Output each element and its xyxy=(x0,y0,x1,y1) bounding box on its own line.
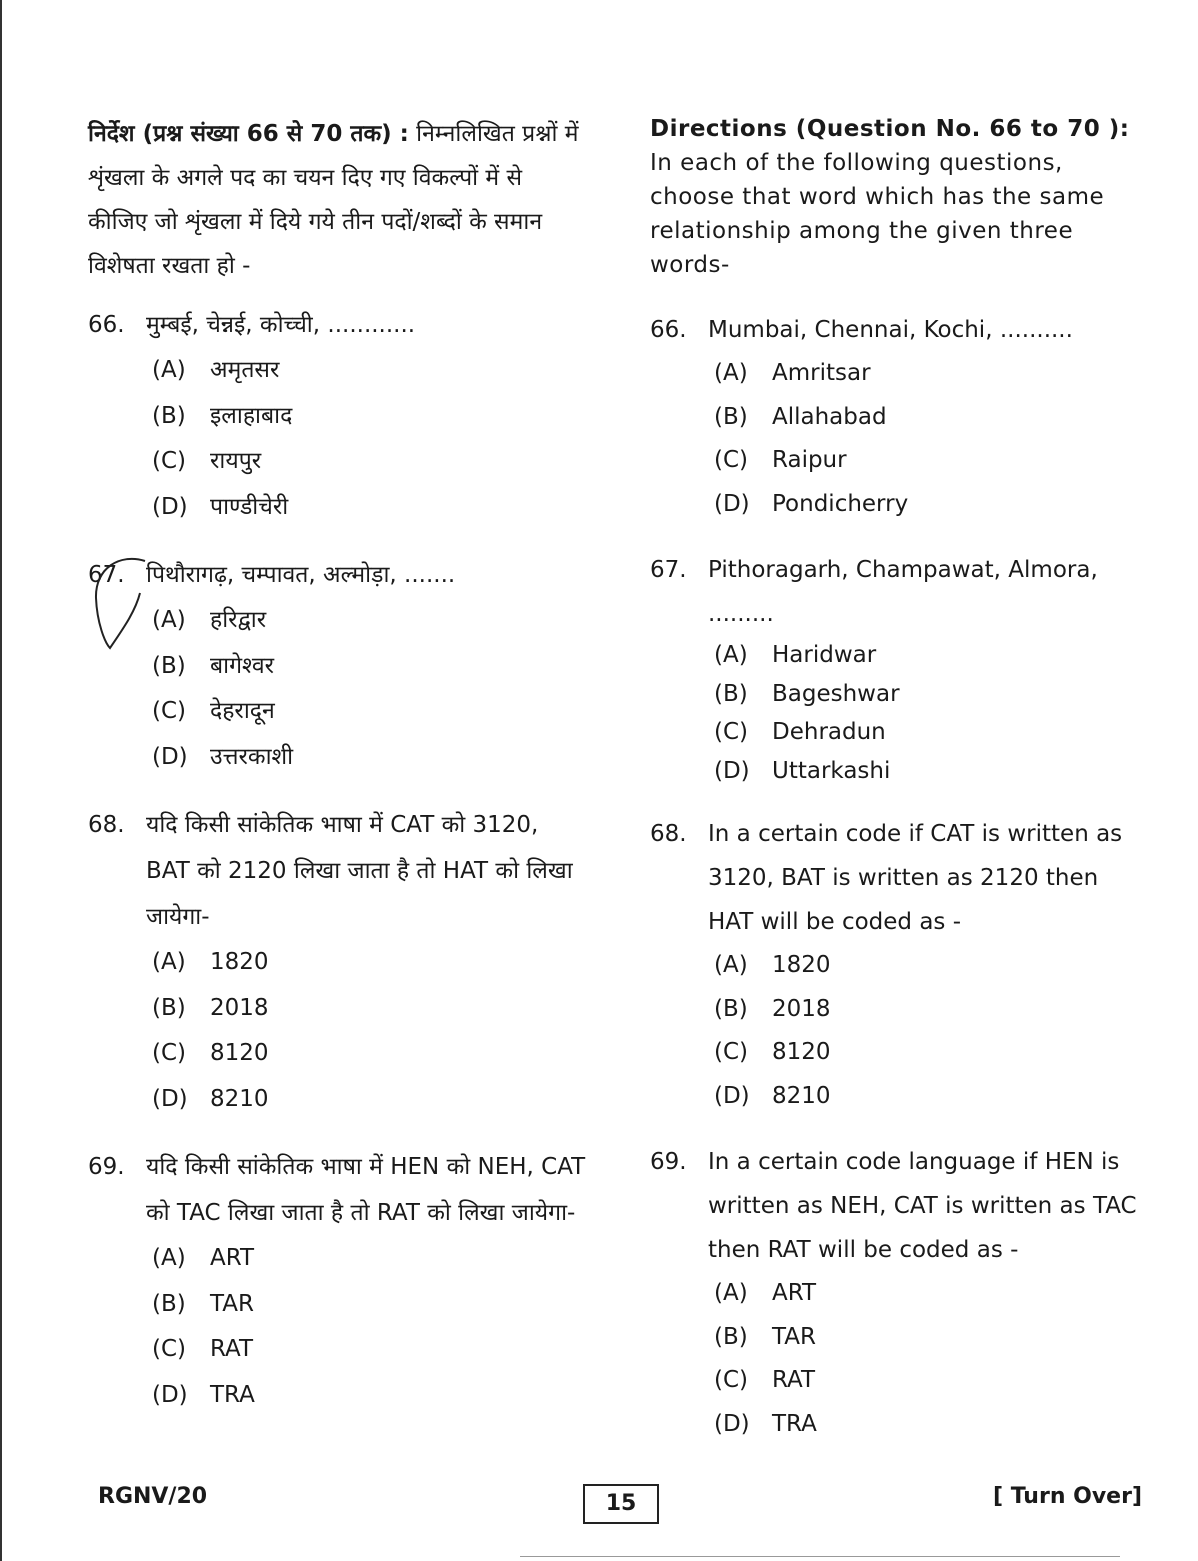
option-a xyxy=(714,1272,1140,1316)
option-text: TRA xyxy=(772,1410,817,1437)
option-a xyxy=(152,940,588,986)
option-label: (D) xyxy=(152,1381,188,1408)
option-label: (C) xyxy=(714,1367,749,1393)
option-d xyxy=(152,485,588,531)
option-label: (A) xyxy=(714,952,748,978)
option-label: (A) xyxy=(152,949,186,975)
option-c xyxy=(714,713,1140,752)
question-number: 66. xyxy=(88,312,125,338)
option-label: (B) xyxy=(714,403,748,430)
option-c xyxy=(714,1031,1140,1075)
option-label: (C) xyxy=(714,447,749,473)
handwritten-circle-mark-icon xyxy=(90,553,160,653)
option-text: ART xyxy=(772,1280,817,1306)
question-number: 68. xyxy=(88,812,125,838)
option-label: (B) xyxy=(714,680,748,707)
option-label: (B) xyxy=(152,994,186,1021)
option-text: देहरादून xyxy=(210,698,275,724)
question-number: 68. xyxy=(650,821,687,847)
option-d xyxy=(152,735,588,781)
question-text: Mumbai, Chennai, Kochi, .......... xyxy=(708,317,1073,343)
option-label: (D) xyxy=(152,743,188,770)
option-text: RAT xyxy=(210,1336,254,1362)
option-c xyxy=(152,439,588,485)
hindi-column xyxy=(88,112,588,1440)
option-label: (C) xyxy=(714,1039,749,1065)
option-c xyxy=(152,1031,588,1077)
option-d xyxy=(714,752,1140,791)
option-text: 8120 xyxy=(772,1039,831,1065)
question-text: यदि किसी सांकेतिक भाषा में CAT को 3120, BAT को 2120 लिखा जाता है तो HAT को लिखा जायेगा- xyxy=(146,812,573,930)
question-number: 66. xyxy=(650,317,687,343)
option-text: 2018 xyxy=(772,995,831,1022)
option-b xyxy=(152,1282,588,1328)
option-text: Bageshwar xyxy=(772,680,900,707)
option-label: (D) xyxy=(714,1082,750,1109)
page-number: 15 xyxy=(583,1484,659,1524)
hindi-question-67 xyxy=(88,552,588,780)
option-a xyxy=(714,944,1140,988)
option-c xyxy=(152,689,588,735)
option-b xyxy=(714,988,1140,1032)
option-d xyxy=(152,1077,588,1123)
question-text: यदि किसी सांकेतिक भाषा में HEN को NEH, CAT को TAC लिखा जाता है तो RAT को लिखा जायेगा- xyxy=(146,1154,586,1226)
option-label: (B) xyxy=(714,1323,748,1350)
option-a xyxy=(152,348,588,394)
option-text: 1820 xyxy=(210,949,269,975)
option-b xyxy=(714,1316,1140,1360)
option-text: ART xyxy=(210,1245,255,1271)
option-text: RAT xyxy=(772,1367,816,1393)
hindi-question-68 xyxy=(88,802,588,1122)
option-text: 8210 xyxy=(210,1085,269,1112)
option-text: 8210 xyxy=(772,1082,831,1109)
english-directions xyxy=(650,112,1140,282)
bottom-divider xyxy=(520,1556,1120,1557)
option-text: Pondicherry xyxy=(772,490,909,517)
page-left-edge xyxy=(0,0,6,1561)
question-number: 67. xyxy=(650,557,687,583)
option-label: (A) xyxy=(152,1245,186,1271)
option-text: रायपुर xyxy=(210,448,262,474)
option-label: (B) xyxy=(714,995,748,1022)
option-label: (D) xyxy=(714,490,750,517)
hindi-question-69 xyxy=(88,1144,588,1418)
english-column xyxy=(650,112,1140,1468)
english-question-67 xyxy=(650,548,1140,790)
option-text: Raipur xyxy=(772,447,847,473)
option-d xyxy=(714,1075,1140,1119)
option-c xyxy=(152,1327,588,1373)
option-label: (A) xyxy=(714,360,748,386)
option-label: (C) xyxy=(152,448,187,474)
hindi-question-66 xyxy=(88,302,588,530)
option-a xyxy=(714,352,1140,396)
option-text: Uttarkashi xyxy=(772,757,891,784)
hindi-directions-label: निर्देश (प्रश्न संख्या 66 से 70 तक) : xyxy=(88,121,409,147)
english-question-69 xyxy=(650,1140,1140,1446)
question-text: पिथौरागढ़, चम्पावत, अल्मोड़ा, ....... xyxy=(146,562,456,588)
option-label: (B) xyxy=(152,652,186,679)
option-label: (A) xyxy=(714,642,748,668)
option-text: अमृतसर xyxy=(210,357,280,383)
question-text: Pithoragarh, Champawat, Almora, ......... xyxy=(708,557,1098,627)
option-d xyxy=(152,1373,588,1419)
option-text: Allahabad xyxy=(772,403,887,430)
option-text: TRA xyxy=(210,1381,255,1408)
question-text: In a certain code language if HEN is written as NEH, CAT is written as TAC then RAT will be coded as - xyxy=(708,1149,1137,1263)
option-text: Haridwar xyxy=(772,642,877,668)
english-directions-label: Directions (Question No. 66 to 70 ): xyxy=(650,116,1130,142)
option-text: बागेश्वर xyxy=(210,652,275,679)
option-b xyxy=(714,396,1140,440)
question-text: In a certain code if CAT is written as 3120, BAT is written as 2120 then HAT will be coded as - xyxy=(708,821,1123,935)
option-b xyxy=(152,986,588,1032)
paper-code: RGNV/20 xyxy=(98,1484,208,1509)
option-a xyxy=(152,598,588,644)
turn-over-label: [ Turn Over] xyxy=(993,1484,1143,1509)
option-text: 8120 xyxy=(210,1040,269,1066)
option-label: (D) xyxy=(714,757,750,784)
english-question-68 xyxy=(650,812,1140,1118)
option-label: (B) xyxy=(152,1290,186,1317)
option-label: (A) xyxy=(714,1280,748,1306)
option-text: हरिद्वार xyxy=(210,607,267,633)
option-text: Dehradun xyxy=(772,719,886,745)
hindi-directions-text: निम्नलिखित प्रश्नों में शृंखला के अगले पद का चयन दिए गए विकल्पों में से कीजिए जो शृंखला में दिये गये तीन पदों/शब्दों के समान विशेषता रखता हो - xyxy=(88,121,579,279)
question-number: 69. xyxy=(650,1149,687,1175)
option-label: (C) xyxy=(714,719,749,745)
option-d xyxy=(714,483,1140,527)
hindi-directions xyxy=(88,112,588,288)
option-label: (B) xyxy=(152,402,186,429)
option-label: (D) xyxy=(152,1085,188,1112)
question-number: 69. xyxy=(88,1154,125,1180)
option-text: TAR xyxy=(772,1323,816,1350)
option-d xyxy=(714,1403,1140,1447)
option-text: उत्तरकाशी xyxy=(210,743,294,770)
option-label: (D) xyxy=(714,1410,750,1437)
option-label: (C) xyxy=(152,698,187,724)
option-label: (A) xyxy=(152,357,186,383)
option-text: पाण्डीचेरी xyxy=(210,493,289,520)
option-a xyxy=(152,1236,588,1282)
option-c xyxy=(714,1359,1140,1403)
question-number: 67. xyxy=(88,562,125,588)
option-a xyxy=(714,636,1140,675)
option-text: Amritsar xyxy=(772,360,871,386)
option-text: इलाहाबाद xyxy=(210,402,293,429)
option-c xyxy=(714,439,1140,483)
option-label: (C) xyxy=(152,1040,187,1066)
option-text: 1820 xyxy=(772,952,831,978)
option-label: (C) xyxy=(152,1336,187,1362)
option-b xyxy=(152,644,588,690)
english-directions-text: In each of the following questions, choose that word which has the same relationship among the given three words- xyxy=(650,150,1105,278)
question-text: मुम्बई, चेन्नई, कोच्ची, ............ xyxy=(146,312,416,338)
option-label: (D) xyxy=(152,493,188,520)
option-label: (A) xyxy=(152,607,186,633)
english-question-66 xyxy=(650,308,1140,526)
option-text: 2018 xyxy=(210,994,269,1021)
option-b xyxy=(714,675,1140,714)
option-b xyxy=(152,394,588,440)
option-text: TAR xyxy=(210,1290,254,1317)
